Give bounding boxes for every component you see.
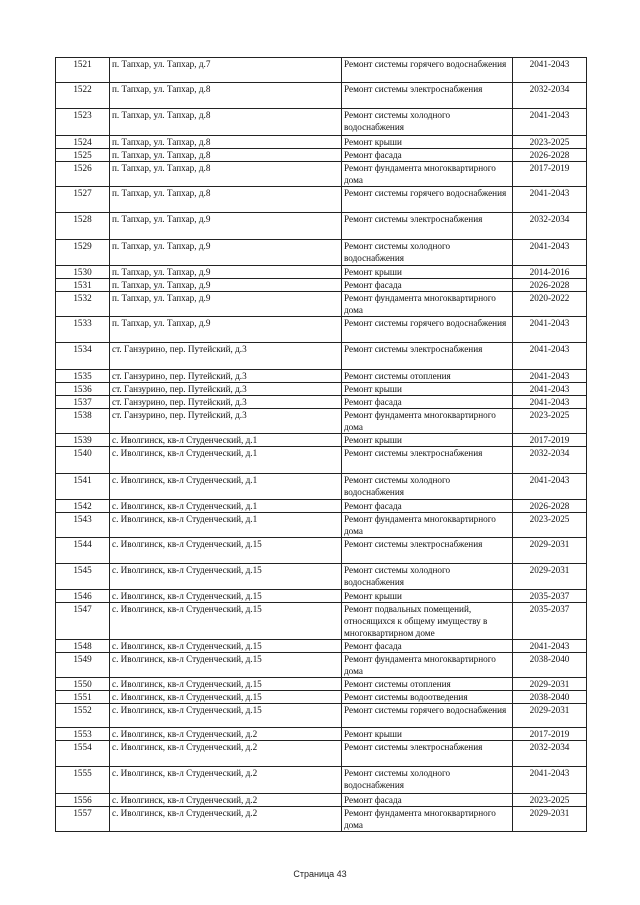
work-type-cell: Ремонт фасада xyxy=(342,279,513,292)
table-row xyxy=(56,741,587,767)
row-number: 1528 xyxy=(56,213,110,240)
work-type-cell: Ремонт системы холодного водоснабжения xyxy=(342,564,513,590)
work-type-cell: Ремонт системы холодного водоснабжения xyxy=(342,474,513,500)
period-cell: 2035-2037 xyxy=(513,590,587,603)
row-number: 1548 xyxy=(56,640,110,653)
period-cell: 2014-2016 xyxy=(513,266,587,279)
address-cell: с. Иволгинск, кв-л Студенческий, д.2 xyxy=(110,767,342,794)
period-cell: 2026-2028 xyxy=(513,500,587,513)
period-cell: 2023-2025 xyxy=(513,794,587,807)
period-cell: 2041-2043 xyxy=(513,109,587,136)
address-cell: ст. Ганзурино, пер. Путейский, д.3 xyxy=(110,370,342,383)
work-type-cell: Ремонт системы горячего водоснабжения xyxy=(342,704,513,728)
address-cell: с. Иволгинск, кв-л Студенческий, д.1 xyxy=(110,500,342,513)
table-row xyxy=(56,474,587,500)
address-cell: с. Иволгинск, кв-л Студенческий, д.15 xyxy=(110,678,342,691)
table-row xyxy=(56,603,587,640)
period-cell: 2032-2034 xyxy=(513,741,587,767)
work-type-cell: Ремонт крыши xyxy=(342,383,513,396)
address-cell: с. Иволгинск, кв-л Студенческий, д.1 xyxy=(110,447,342,474)
table-row xyxy=(56,704,587,728)
address-cell: с. Иволгинск, кв-л Студенческий, д.15 xyxy=(110,691,342,704)
table-body xyxy=(56,58,587,832)
table-row xyxy=(56,279,587,292)
address-cell: п. Тапхар, ул. Тапхар, д.9 xyxy=(110,213,342,240)
work-type-cell: Ремонт системы электроснабжения xyxy=(342,213,513,240)
period-cell: 2041-2043 xyxy=(513,396,587,409)
row-number: 1523 xyxy=(56,109,110,136)
period-cell: 2041-2043 xyxy=(513,317,587,343)
row-number: 1544 xyxy=(56,538,110,564)
row-number: 1542 xyxy=(56,500,110,513)
address-cell: п. Тапхар, ул. Тапхар, д.9 xyxy=(110,279,342,292)
address-cell: с. Иволгинск, кв-л Студенческий, д.1 xyxy=(110,513,342,538)
row-number: 1550 xyxy=(56,678,110,691)
address-cell: ст. Ганзурино, пер. Путейский, д.3 xyxy=(110,343,342,370)
address-cell: с. Иволгинск, кв-л Студенческий, д.2 xyxy=(110,741,342,767)
table-row xyxy=(56,383,587,396)
work-type-cell: Ремонт фундамента многоквартирного дома xyxy=(342,292,513,317)
period-cell: 2041-2043 xyxy=(513,383,587,396)
address-cell: п. Тапхар, ул. Тапхар, д.9 xyxy=(110,292,342,317)
period-cell: 2026-2028 xyxy=(513,279,587,292)
table-row xyxy=(56,83,587,109)
page-number: Страница 43 xyxy=(293,869,347,879)
row-number: 1526 xyxy=(56,162,110,187)
period-cell: 2041-2043 xyxy=(513,474,587,500)
address-cell: с. Иволгинск, кв-л Студенческий, д.15 xyxy=(110,704,342,728)
period-cell: 2023-2025 xyxy=(513,136,587,149)
row-number: 1525 xyxy=(56,149,110,162)
table-row xyxy=(56,109,587,136)
address-cell: ст. Ганзурино, пер. Путейский, д.3 xyxy=(110,409,342,434)
address-cell: с. Иволгинск, кв-л Студенческий, д.15 xyxy=(110,538,342,564)
work-type-cell: Ремонт крыши xyxy=(342,136,513,149)
work-type-cell: Ремонт системы электроснабжения xyxy=(342,538,513,564)
work-type-cell: Ремонт крыши xyxy=(342,590,513,603)
table-row xyxy=(56,538,587,564)
period-cell: 2029-2031 xyxy=(513,564,587,590)
period-cell: 2029-2031 xyxy=(513,807,587,832)
work-type-cell: Ремонт системы электроснабжения xyxy=(342,343,513,370)
period-cell: 2029-2031 xyxy=(513,704,587,728)
table-row xyxy=(56,58,587,83)
period-cell: 2026-2028 xyxy=(513,149,587,162)
address-cell: п. Тапхар, ул. Тапхар, д.8 xyxy=(110,149,342,162)
row-number: 1530 xyxy=(56,266,110,279)
table-row xyxy=(56,292,587,317)
period-cell: 2029-2031 xyxy=(513,678,587,691)
row-number: 1540 xyxy=(56,447,110,474)
row-number: 1552 xyxy=(56,704,110,728)
work-type-cell: Ремонт системы водоотведения xyxy=(342,691,513,704)
table-row xyxy=(56,266,587,279)
row-number: 1533 xyxy=(56,317,110,343)
address-cell: п. Тапхар, ул. Тапхар, д.8 xyxy=(110,109,342,136)
table-row xyxy=(56,409,587,434)
row-number: 1524 xyxy=(56,136,110,149)
work-type-cell: Ремонт фундамента многоквартирного дома xyxy=(342,162,513,187)
table-row xyxy=(56,396,587,409)
work-type-cell: Ремонт системы холодного водоснабжения xyxy=(342,109,513,136)
period-cell: 2041-2043 xyxy=(513,58,587,83)
work-type-cell: Ремонт фасада xyxy=(342,640,513,653)
period-cell: 2038-2040 xyxy=(513,691,587,704)
row-number: 1538 xyxy=(56,409,110,434)
table-row xyxy=(56,794,587,807)
period-cell: 2032-2034 xyxy=(513,83,587,109)
row-number: 1522 xyxy=(56,83,110,109)
period-cell: 2023-2025 xyxy=(513,409,587,434)
table-row xyxy=(56,149,587,162)
row-number: 1555 xyxy=(56,767,110,794)
row-number: 1557 xyxy=(56,807,110,832)
work-type-cell: Ремонт фасада xyxy=(342,500,513,513)
address-cell: п. Тапхар, ул. Тапхар, д.9 xyxy=(110,266,342,279)
period-cell: 2041-2043 xyxy=(513,370,587,383)
address-cell: п. Тапхар, ул. Тапхар, д.7 xyxy=(110,58,342,83)
address-cell: п. Тапхар, ул. Тапхар, д.9 xyxy=(110,240,342,266)
table-row xyxy=(56,590,587,603)
table-row xyxy=(56,136,587,149)
address-cell: с. Иволгинск, кв-л Студенческий, д.15 xyxy=(110,564,342,590)
row-number: 1554 xyxy=(56,741,110,767)
repair-schedule-table xyxy=(55,57,587,832)
period-cell: 2032-2034 xyxy=(513,213,587,240)
row-number: 1521 xyxy=(56,58,110,83)
row-number: 1543 xyxy=(56,513,110,538)
period-cell: 2020-2022 xyxy=(513,292,587,317)
work-type-cell: Ремонт крыши xyxy=(342,728,513,741)
table-row xyxy=(56,807,587,832)
address-cell: с. Иволгинск, кв-л Студенческий, д.2 xyxy=(110,794,342,807)
work-type-cell: Ремонт системы электроснабжения xyxy=(342,83,513,109)
work-type-cell: Ремонт системы горячего водоснабжения xyxy=(342,187,513,213)
row-number: 1545 xyxy=(56,564,110,590)
table-row xyxy=(56,317,587,343)
address-cell: с. Иволгинск, кв-л Студенческий, д.15 xyxy=(110,653,342,678)
period-cell: 2029-2031 xyxy=(513,538,587,564)
table-row xyxy=(56,678,587,691)
table-row xyxy=(56,653,587,678)
address-cell: ст. Ганзурино, пер. Путейский, д.3 xyxy=(110,383,342,396)
address-cell: п. Тапхар, ул. Тапхар, д.9 xyxy=(110,317,342,343)
work-type-cell: Ремонт системы электроснабжения xyxy=(342,447,513,474)
work-type-cell: Ремонт фундамента многоквартирного дома xyxy=(342,807,513,832)
row-number: 1553 xyxy=(56,728,110,741)
row-number: 1537 xyxy=(56,396,110,409)
address-cell: с. Иволгинск, кв-л Студенческий, д.15 xyxy=(110,590,342,603)
address-cell: с. Иволгинск, кв-л Студенческий, д.15 xyxy=(110,640,342,653)
work-type-cell: Ремонт системы горячего водоснабжения xyxy=(342,58,513,83)
table-row xyxy=(56,187,587,213)
row-number: 1547 xyxy=(56,603,110,640)
table-row xyxy=(56,162,587,187)
work-type-cell: Ремонт фасада xyxy=(342,794,513,807)
table-row xyxy=(56,564,587,590)
table-row xyxy=(56,240,587,266)
row-number: 1532 xyxy=(56,292,110,317)
work-type-cell: Ремонт системы отопления xyxy=(342,678,513,691)
period-cell: 2023-2025 xyxy=(513,513,587,538)
table-row xyxy=(56,343,587,370)
period-cell: 2041-2043 xyxy=(513,187,587,213)
row-number: 1534 xyxy=(56,343,110,370)
row-number: 1531 xyxy=(56,279,110,292)
period-cell: 2017-2019 xyxy=(513,162,587,187)
work-type-cell: Ремонт системы отопления xyxy=(342,370,513,383)
work-type-cell: Ремонт фасада xyxy=(342,396,513,409)
table-row xyxy=(56,500,587,513)
address-cell: с. Иволгинск, кв-л Студенческий, д.1 xyxy=(110,474,342,500)
address-cell: п. Тапхар, ул. Тапхар, д.8 xyxy=(110,83,342,109)
period-cell: 2032-2034 xyxy=(513,447,587,474)
period-cell: 2041-2043 xyxy=(513,343,587,370)
table-row xyxy=(56,213,587,240)
address-cell: с. Иволгинск, кв-л Студенческий, д.1 xyxy=(110,434,342,447)
address-cell: п. Тапхар, ул. Тапхар, д.8 xyxy=(110,187,342,213)
work-type-cell: Ремонт системы горячего водоснабжения xyxy=(342,317,513,343)
row-number: 1536 xyxy=(56,383,110,396)
row-number: 1549 xyxy=(56,653,110,678)
address-cell: с. Иволгинск, кв-л Студенческий, д.2 xyxy=(110,807,342,832)
address-cell: с. Иволгинск, кв-л Студенческий, д.15 xyxy=(110,603,342,640)
row-number: 1539 xyxy=(56,434,110,447)
row-number: 1535 xyxy=(56,370,110,383)
period-cell: 2041-2043 xyxy=(513,767,587,794)
row-number: 1556 xyxy=(56,794,110,807)
row-number: 1541 xyxy=(56,474,110,500)
work-type-cell: Ремонт подвальных помещений, относящихся к общему имуществу в многоквартирном доме xyxy=(342,603,513,640)
period-cell: 2041-2043 xyxy=(513,640,587,653)
table-row xyxy=(56,434,587,447)
period-cell: 2035-2037 xyxy=(513,603,587,640)
work-type-cell: Ремонт системы электроснабжения xyxy=(342,741,513,767)
row-number: 1546 xyxy=(56,590,110,603)
table-row xyxy=(56,640,587,653)
period-cell: 2017-2019 xyxy=(513,434,587,447)
work-type-cell: Ремонт системы холодного водоснабжения xyxy=(342,767,513,794)
period-cell: 2038-2040 xyxy=(513,653,587,678)
address-cell: п. Тапхар, ул. Тапхар, д.8 xyxy=(110,162,342,187)
table-row xyxy=(56,767,587,794)
work-type-cell: Ремонт фасада xyxy=(342,149,513,162)
address-cell: ст. Ганзурино, пер. Путейский, д.3 xyxy=(110,396,342,409)
row-number: 1551 xyxy=(56,691,110,704)
period-cell: 2017-2019 xyxy=(513,728,587,741)
row-number: 1529 xyxy=(56,240,110,266)
work-type-cell: Ремонт крыши xyxy=(342,434,513,447)
period-cell: 2041-2043 xyxy=(513,240,587,266)
table-row xyxy=(56,513,587,538)
work-type-cell: Ремонт крыши xyxy=(342,266,513,279)
address-cell: с. Иволгинск, кв-л Студенческий, д.2 xyxy=(110,728,342,741)
address-cell: п. Тапхар, ул. Тапхар, д.8 xyxy=(110,136,342,149)
table-row xyxy=(56,447,587,474)
work-type-cell: Ремонт фундамента многоквартирного дома xyxy=(342,653,513,678)
row-number: 1527 xyxy=(56,187,110,213)
work-type-cell: Ремонт фундамента многоквартирного дома xyxy=(342,409,513,434)
table-row xyxy=(56,728,587,741)
table-row xyxy=(56,691,587,704)
work-type-cell: Ремонт системы холодного водоснабжения xyxy=(342,240,513,266)
work-type-cell: Ремонт фундамента многоквартирного дома xyxy=(342,513,513,538)
table-row xyxy=(56,370,587,383)
